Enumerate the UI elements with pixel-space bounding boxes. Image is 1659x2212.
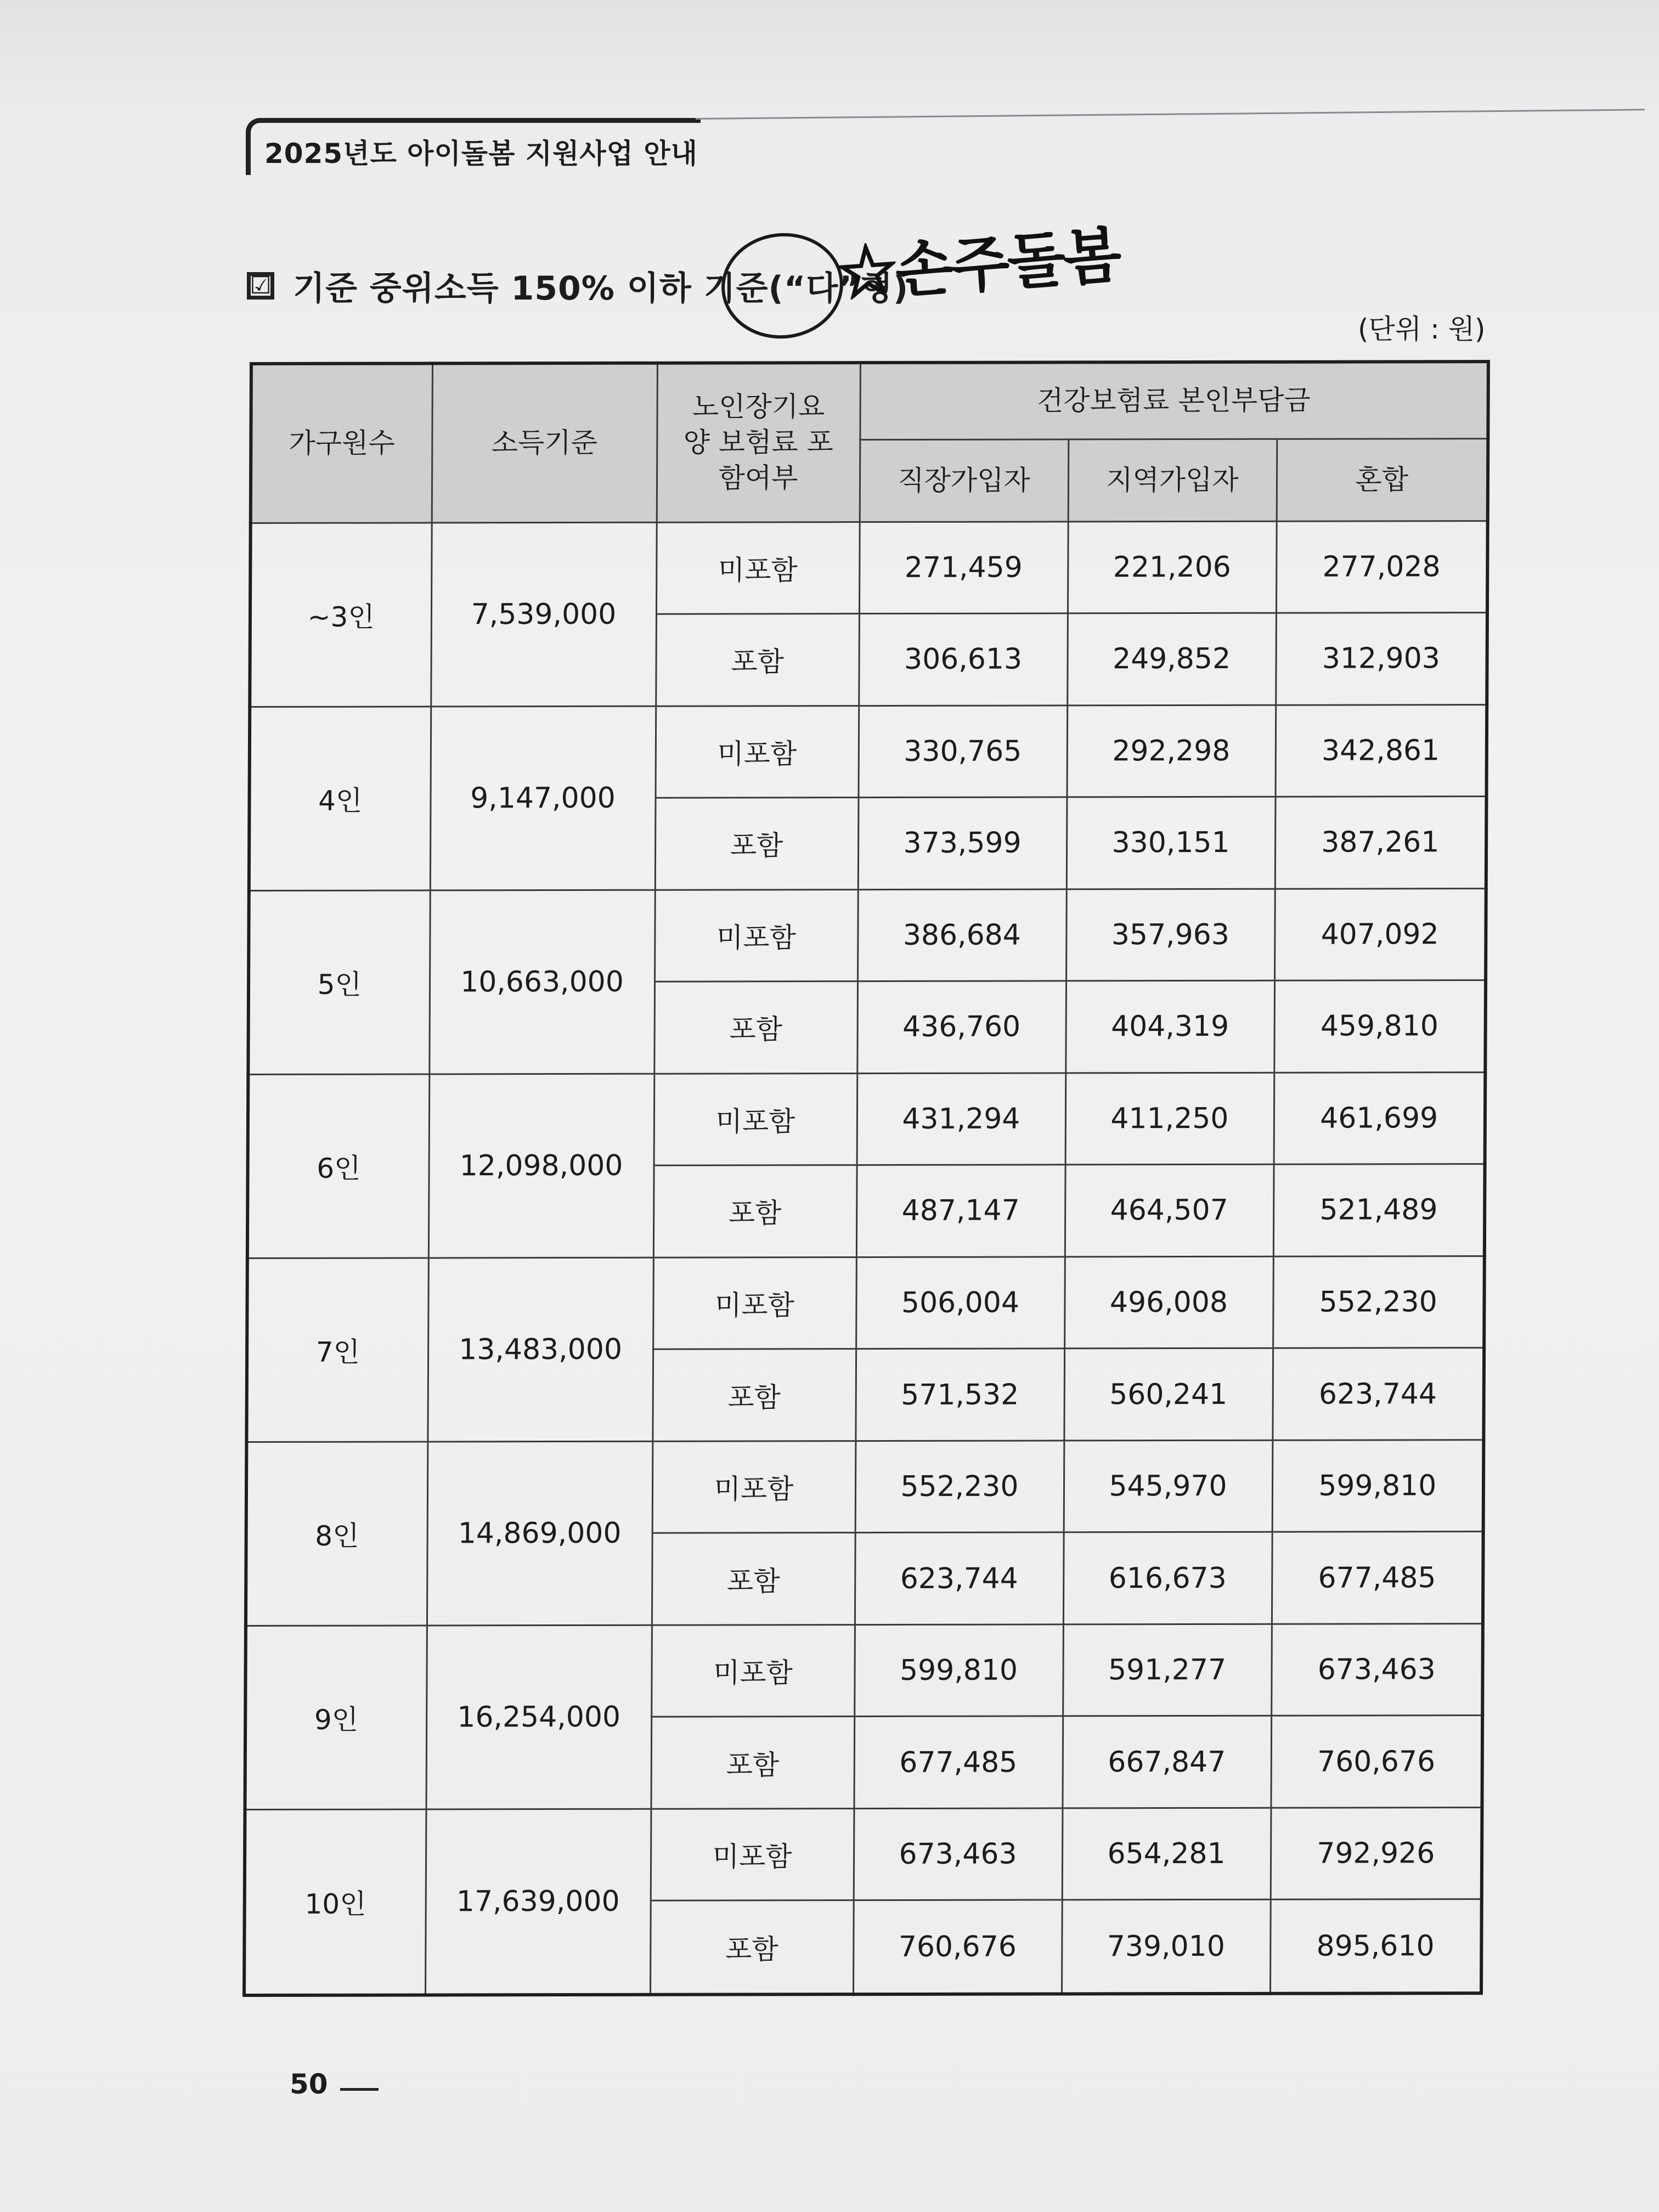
employee-premium-cell: 760,676 xyxy=(853,1900,1062,1994)
regional-premium-cell: 591,277 xyxy=(1063,1624,1272,1716)
employee-premium-cell: 373,599 xyxy=(858,797,1067,889)
page-number: 50 xyxy=(290,2068,328,2100)
regional-premium-cell: 496,008 xyxy=(1064,1256,1273,1348)
regional-premium-cell: 560,241 xyxy=(1064,1348,1273,1441)
household-size-cell: 10인 xyxy=(244,1809,426,1995)
mixed-premium-cell: 673,463 xyxy=(1271,1623,1483,1716)
regional-premium-cell: 249,852 xyxy=(1067,613,1276,705)
header-income-standard: 소득기준 xyxy=(432,363,657,523)
regional-premium-cell: 464,507 xyxy=(1065,1164,1274,1256)
income-cell: 13,483,000 xyxy=(427,1257,653,1442)
ltc-status-cell: 포함 xyxy=(650,1900,854,1995)
employee-premium-cell: 487,147 xyxy=(856,1165,1065,1257)
employee-premium-cell: 599,810 xyxy=(854,1624,1063,1717)
ltc-status-cell: 포함 xyxy=(654,981,857,1074)
header-premium-group: 건강보험료 본인부담금 xyxy=(860,362,1488,439)
checkbox-icon xyxy=(247,272,274,300)
ltc-status-cell: 미포함 xyxy=(656,706,859,798)
ltc-status-cell: 미포함 xyxy=(652,1441,856,1533)
regional-premium-cell: 739,010 xyxy=(1062,1900,1271,1994)
income-standard-table xyxy=(242,360,1490,1997)
income-cell: 17,639,000 xyxy=(425,1809,651,1995)
ltc-status-cell: 포함 xyxy=(652,1533,855,1625)
household-size-cell: 7인 xyxy=(246,1258,428,1442)
regional-premium-cell: 616,673 xyxy=(1063,1532,1272,1624)
mixed-premium-cell: 459,810 xyxy=(1274,980,1486,1073)
mixed-premium-cell: 760,676 xyxy=(1271,1716,1482,1808)
section-title: 기준 중위소득 150% 이하 기준(“다”형) xyxy=(293,269,909,308)
employee-premium-cell: 552,230 xyxy=(855,1441,1064,1533)
employee-premium-cell: 623,744 xyxy=(855,1532,1064,1624)
table-row xyxy=(246,1440,1484,1533)
header-regional: 지역가입자 xyxy=(1068,439,1277,522)
ltc-status-cell: 미포함 xyxy=(651,1809,854,1901)
ltc-status-cell: 미포함 xyxy=(651,1624,855,1717)
ltc-status-cell: 포함 xyxy=(652,1349,856,1441)
mixed-premium-cell: 342,861 xyxy=(1276,704,1487,797)
page-number-dash xyxy=(340,2088,379,2091)
header-household-size: 가구원수 xyxy=(251,363,432,523)
paper-shadow xyxy=(0,0,1659,110)
regional-premium-cell: 221,206 xyxy=(1068,521,1277,613)
document-header-title: 2025년도 아이돌봄 지원사업 안내 xyxy=(264,138,698,170)
employee-premium-cell: 386,684 xyxy=(857,889,1066,981)
ltc-status-cell: 미포함 xyxy=(654,1073,857,1165)
ltc-status-cell: 미포함 xyxy=(656,522,860,614)
regional-premium-cell: 667,847 xyxy=(1062,1716,1271,1808)
regional-premium-cell: 654,281 xyxy=(1062,1808,1271,1900)
table-row xyxy=(249,888,1486,982)
handwritten-note: ☆손주돌봄 xyxy=(834,219,1122,310)
mixed-premium-cell: 407,092 xyxy=(1274,888,1486,980)
employee-premium-cell: 431,294 xyxy=(857,1073,1066,1165)
ltc-status-cell: 포함 xyxy=(655,798,859,890)
household-size-cell: 4인 xyxy=(249,706,431,890)
table-row xyxy=(250,704,1487,798)
income-cell: 10,663,000 xyxy=(429,890,654,1074)
mixed-premium-cell: 277,028 xyxy=(1276,521,1488,613)
unit-label: (단위 : 원) xyxy=(1358,313,1486,345)
mixed-premium-cell: 623,744 xyxy=(1272,1348,1484,1440)
employee-premium-cell: 571,532 xyxy=(855,1348,1064,1441)
income-cell: 7,539,000 xyxy=(431,522,656,707)
regional-premium-cell: 292,298 xyxy=(1067,705,1276,797)
table-row xyxy=(248,1072,1486,1166)
employee-premium-cell: 673,463 xyxy=(854,1808,1063,1900)
mixed-premium-cell: 521,489 xyxy=(1273,1164,1485,1256)
household-size-cell: 9인 xyxy=(245,1626,426,1810)
table-row xyxy=(245,1623,1483,1717)
table-row xyxy=(250,521,1488,614)
household-size-cell: ~3인 xyxy=(250,522,431,707)
regional-premium-cell: 545,970 xyxy=(1064,1440,1273,1532)
employee-premium-cell: 306,613 xyxy=(859,613,1068,706)
regional-premium-cell: 411,250 xyxy=(1065,1073,1274,1165)
employee-premium-cell: 271,459 xyxy=(859,521,1068,613)
employee-premium-cell: 436,760 xyxy=(857,981,1066,1073)
mixed-premium-cell: 677,485 xyxy=(1272,1532,1483,1624)
household-size-cell: 6인 xyxy=(247,1074,429,1259)
ltc-status-cell: 미포함 xyxy=(654,889,858,981)
mixed-premium-cell: 552,230 xyxy=(1273,1256,1485,1348)
mixed-premium-cell: 895,610 xyxy=(1270,1899,1482,1994)
household-size-cell: 8인 xyxy=(246,1442,427,1626)
header-employee: 직장가입자 xyxy=(860,439,1069,522)
mixed-premium-cell: 461,699 xyxy=(1274,1072,1486,1164)
employee-premium-cell: 677,485 xyxy=(854,1716,1063,1808)
ltc-status-cell: 포함 xyxy=(653,1165,857,1257)
mixed-premium-cell: 792,926 xyxy=(1271,1808,1482,1900)
table-row xyxy=(247,1256,1485,1350)
ltc-status-cell: 포함 xyxy=(656,614,859,706)
regional-premium-cell: 404,319 xyxy=(1065,980,1274,1073)
employee-premium-cell: 506,004 xyxy=(856,1257,1065,1349)
income-cell: 14,869,000 xyxy=(427,1441,652,1626)
mixed-premium-cell: 387,261 xyxy=(1275,797,1487,889)
regional-premium-cell: 357,963 xyxy=(1066,889,1275,981)
table-row xyxy=(245,1808,1482,1901)
check-mark-icon: ☑ xyxy=(250,272,272,300)
header-ltc-inclusion: 노인장기요양 보험료 포함여부 xyxy=(657,363,860,522)
mixed-premium-cell: 599,810 xyxy=(1272,1440,1484,1532)
income-cell: 9,147,000 xyxy=(430,706,656,890)
employee-premium-cell: 330,765 xyxy=(859,705,1068,797)
ltc-status-cell: 미포함 xyxy=(653,1257,856,1349)
header-mixed: 혼합 xyxy=(1277,438,1488,521)
regional-premium-cell: 330,151 xyxy=(1066,797,1276,889)
income-cell: 16,254,000 xyxy=(426,1625,651,1809)
household-size-cell: 5인 xyxy=(248,890,430,1075)
income-cell: 12,098,000 xyxy=(428,1074,654,1258)
income-table-wrapper xyxy=(242,360,1487,1991)
mixed-premium-cell: 312,903 xyxy=(1276,613,1487,705)
ltc-status-cell: 포함 xyxy=(651,1717,854,1809)
